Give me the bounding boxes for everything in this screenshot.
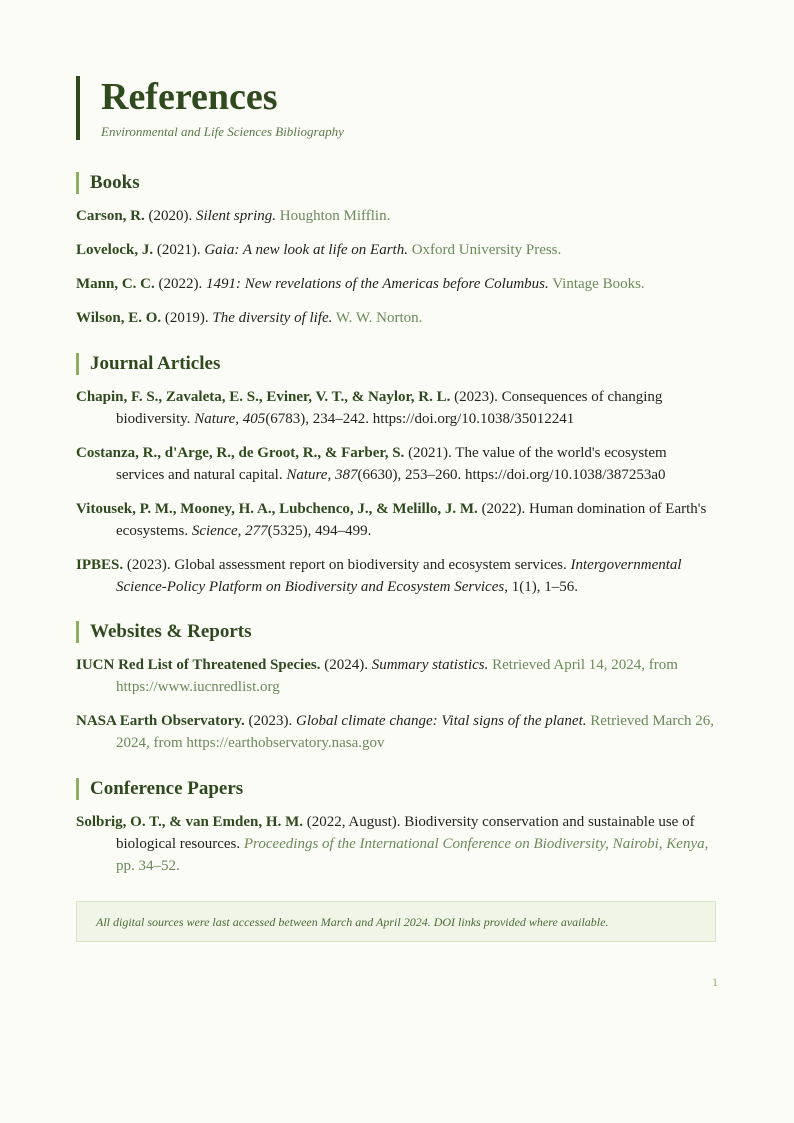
entry-details: , 1(1), 1–56. <box>504 579 578 595</box>
entry-author: Lovelock, J. <box>76 242 154 258</box>
entry-title: 1491: New revelations of the Americas before Columbus. <box>206 276 549 292</box>
entry-year: (2023). <box>244 713 296 729</box>
page-title: References <box>101 76 278 118</box>
reference-entry <box>76 554 718 598</box>
entry-journal: Science, 277 <box>191 523 268 539</box>
entry-year: (2024). <box>320 657 372 673</box>
section-books <box>76 172 718 329</box>
entry-year: (2022). <box>154 276 207 292</box>
entry-title: Summary statistics. <box>371 657 489 673</box>
entry-year: (2021). <box>153 242 205 258</box>
entry-details: (6783), 234–242. https://doi.org/10.1038/35012241 <box>265 411 575 427</box>
page-subtitle: Environmental and Life Sciences Bibliography <box>101 124 344 139</box>
page-header <box>76 76 344 140</box>
entry-journal: Nature, 387 <box>286 467 358 483</box>
entry-pages: , pp. 34–52. <box>116 836 709 874</box>
entry-year: (2020). <box>144 208 197 224</box>
reference-entry <box>76 307 718 329</box>
reference-entry <box>76 710 718 754</box>
reference-entry <box>76 811 718 877</box>
entry-text: (2023). Global assessment report on biodiversity and ecosystem services. <box>123 557 571 573</box>
entry-title: Silent spring. <box>196 208 277 224</box>
entry-author: Solbrig, O. T., & van Emden, H. M. <box>76 814 303 830</box>
entry-author: Mann, C. C. <box>76 276 155 292</box>
entry-author: IUCN Red List of Threatened Species. <box>76 657 321 673</box>
section-websites-reports <box>76 621 718 754</box>
section-title-websites: Websites & Reports <box>76 621 718 643</box>
reference-entry <box>76 386 718 430</box>
reference-entry <box>76 498 718 542</box>
section-journal-articles <box>76 353 718 598</box>
reference-entry <box>76 205 718 227</box>
entry-details: (5325), 494–499. <box>267 523 372 539</box>
entry-details: (6630), 253–260. https://doi.org/10.1038/387253a0 <box>357 467 666 483</box>
entry-author: IPBES. <box>76 557 124 573</box>
entry-journal: Intergovernmental Science-Policy Platform on Biodiversity and Ecosystem Services <box>116 557 682 595</box>
entry-author: NASA Earth Observatory. <box>76 713 245 729</box>
access-note <box>76 901 716 942</box>
entry-retrieved: Retrieved March 26, 2024, from https://earthobservatory.nasa.gov <box>116 713 714 751</box>
reference-entry <box>76 442 718 486</box>
entry-text: (2022, August). Biodiversity conservation and sustainable use of biological resources. <box>116 814 695 852</box>
entry-publisher: Vintage Books. <box>548 276 645 292</box>
section-title-books: Books <box>76 172 718 194</box>
entry-author: Vitousek, P. M., Mooney, H. A., Lubchenco, J., & Melillo, J. M. <box>76 501 478 517</box>
entry-text: (2023). Consequences of changing biodiversity. <box>116 389 663 427</box>
entry-text: (2021). The value of the world's ecosystem services and natural capital. <box>116 445 667 483</box>
entry-journal: Nature, 405 <box>194 411 266 427</box>
entry-text: (2022). Human domination of Earth's ecosystems. <box>116 501 707 539</box>
page-number: 1 <box>712 975 718 989</box>
entry-publisher: Oxford University Press. <box>407 242 562 258</box>
entry-author: Costanza, R., d'Arge, R., de Groot, R., & Farber, S. <box>76 445 405 461</box>
reference-entry <box>76 654 718 698</box>
entry-author: Chapin, F. S., Zavaleta, E. S., Eviner, V. T., & Naylor, R. L. <box>76 389 451 405</box>
entry-author: Carson, R. <box>76 208 145 224</box>
entry-retrieved: Retrieved April 14, 2024, from https://www.iucnredlist.org <box>116 657 678 695</box>
reference-entry <box>76 239 718 261</box>
section-conference-papers <box>76 778 718 877</box>
access-note-text: All digital sources were last accessed between March and April 2024. DOI links provided where available. <box>96 915 609 929</box>
section-title-conference: Conference Papers <box>76 778 718 800</box>
entry-author: Wilson, E. O. <box>76 310 162 326</box>
entry-publisher: Houghton Mifflin. <box>276 208 391 224</box>
entry-year: (2019). <box>161 310 213 326</box>
entry-title: The diversity of life. <box>212 310 333 326</box>
entry-title: Global climate change: Vital signs of the planet. <box>296 713 587 729</box>
entry-title: Gaia: A new look at life on Earth. <box>204 242 408 258</box>
reference-entry <box>76 273 718 295</box>
entry-proceedings: Proceedings of the International Conference on Biodiversity, Nairobi, Kenya <box>243 836 705 852</box>
entry-publisher: W. W. Norton. <box>332 310 423 326</box>
section-title-journals: Journal Articles <box>76 353 718 375</box>
